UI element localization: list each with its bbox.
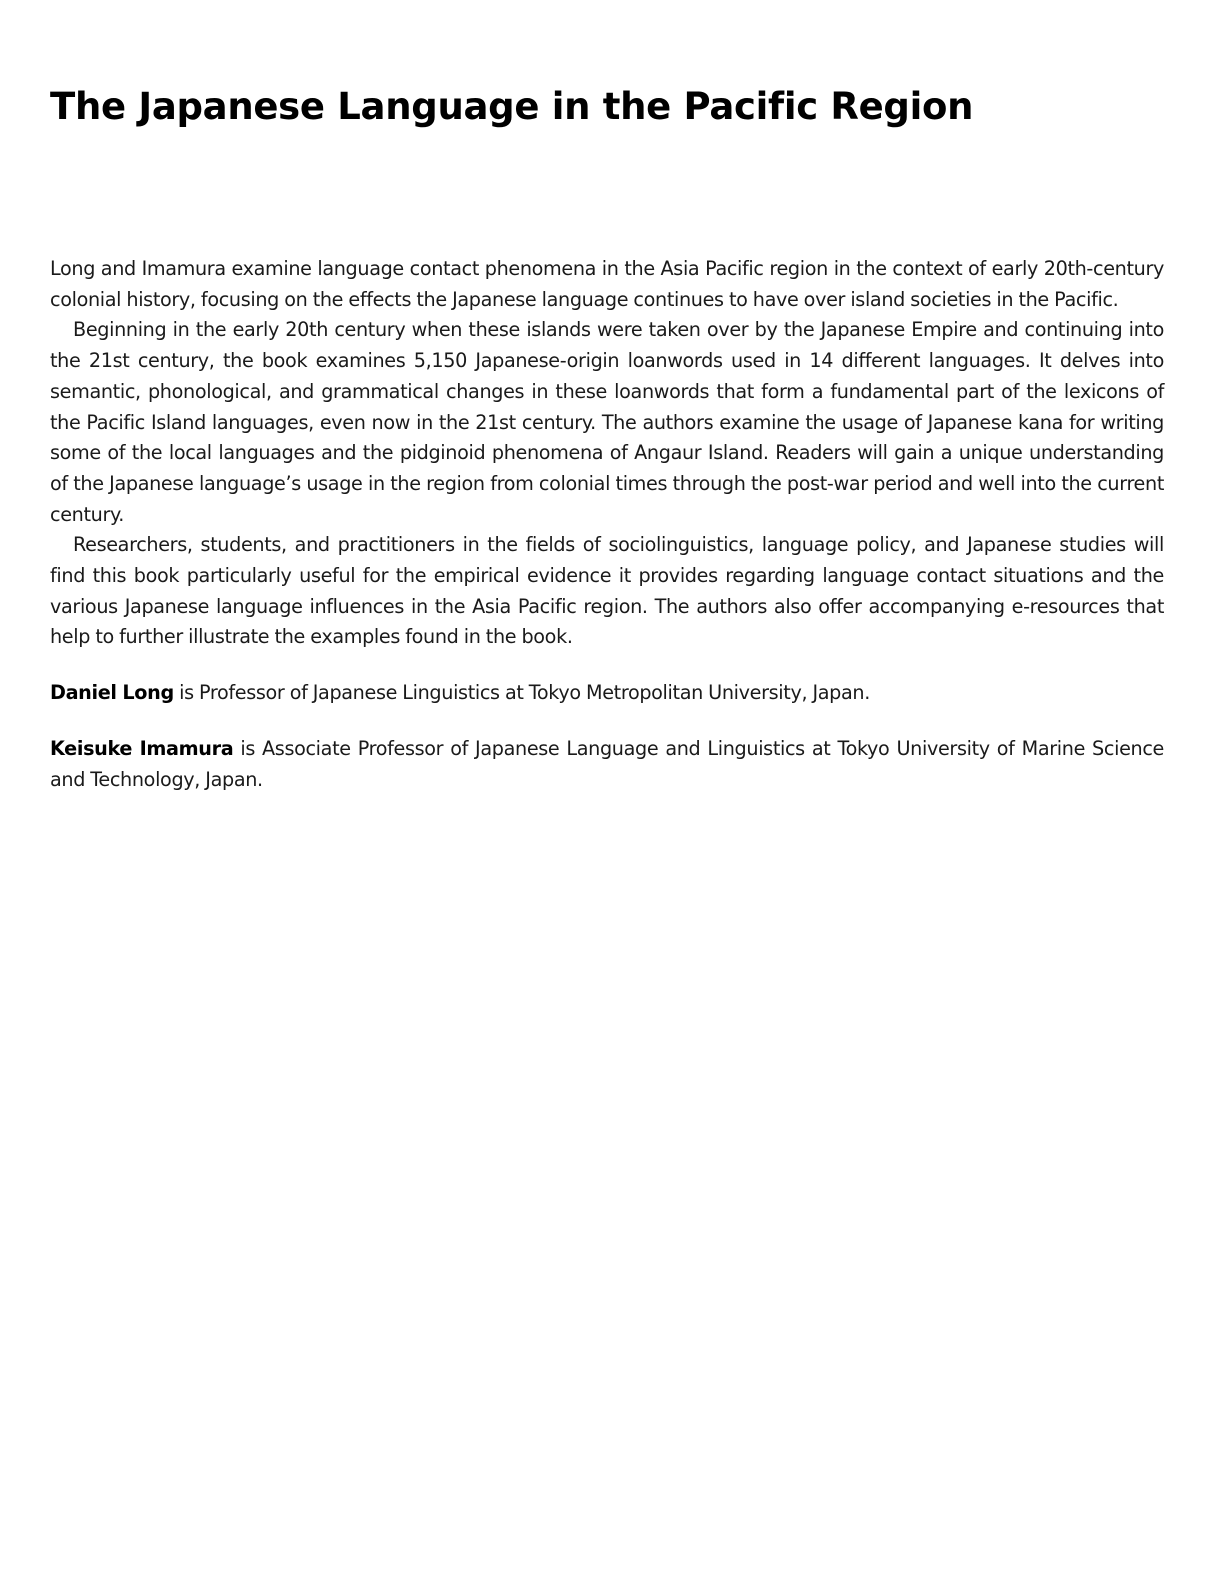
document-page <box>50 0 1164 1584</box>
description-paragraph-2: Beginning in the early 20th century when these islands were taken over by the Japanese Empire and continuing into the 21st century, the book examines 5,150 Japanese-origin loanwords used in 14 different languages. It delves into semantic, phonological, and grammatical changes in these loanwords that form a fundamental part of the lexicons of the Pacific Island languages, even now in the 21st century. The authors examine the usage of Japanese kana for writing some of the local languages and the pidginoid phenomena of Angaur Island. Readers will gain a unique understanding of the Japanese language’s usage in the region from colonial times through the post-war period and well into the current century. <box>50 318 1164 526</box>
author-bio-text: is Associate Professor of Japanese Language and Linguistics at Tokyo University of Marine Science and Technology, Japan. <box>50 736 1164 791</box>
book-title: The Japanese Language in the Pacific Region <box>50 85 974 128</box>
author-bio-text: is Professor of Japanese Linguistics at Tokyo Metropolitan University, Japan. <box>173 681 870 705</box>
author-bio-daniel-long <box>50 678 1164 709</box>
description-paragraph-1: Long and Imamura examine language contact phenomena in the Asia Pacific region in the context of early 20th-century colonial history, focusing on the effects the Japanese language continues to have over island societies in the Pacific. <box>50 257 1164 311</box>
description-paragraph-3: Researchers, students, and practitioners in the fields of sociolinguistics, language policy, and Japanese studies will find this book particularly useful for the empirical evidence it provides regarding language contact situations and the various Japanese language influences in the Asia Pacific region. The authors also offer accompanying e-resources that help to further illustrate the examples found in the book. <box>50 533 1164 649</box>
author-bio-keisuke-imamura <box>50 734 1164 795</box>
book-description <box>50 254 1164 795</box>
author-name: Daniel Long <box>50 681 174 705</box>
author-name: Keisuke Imamura <box>50 736 234 760</box>
